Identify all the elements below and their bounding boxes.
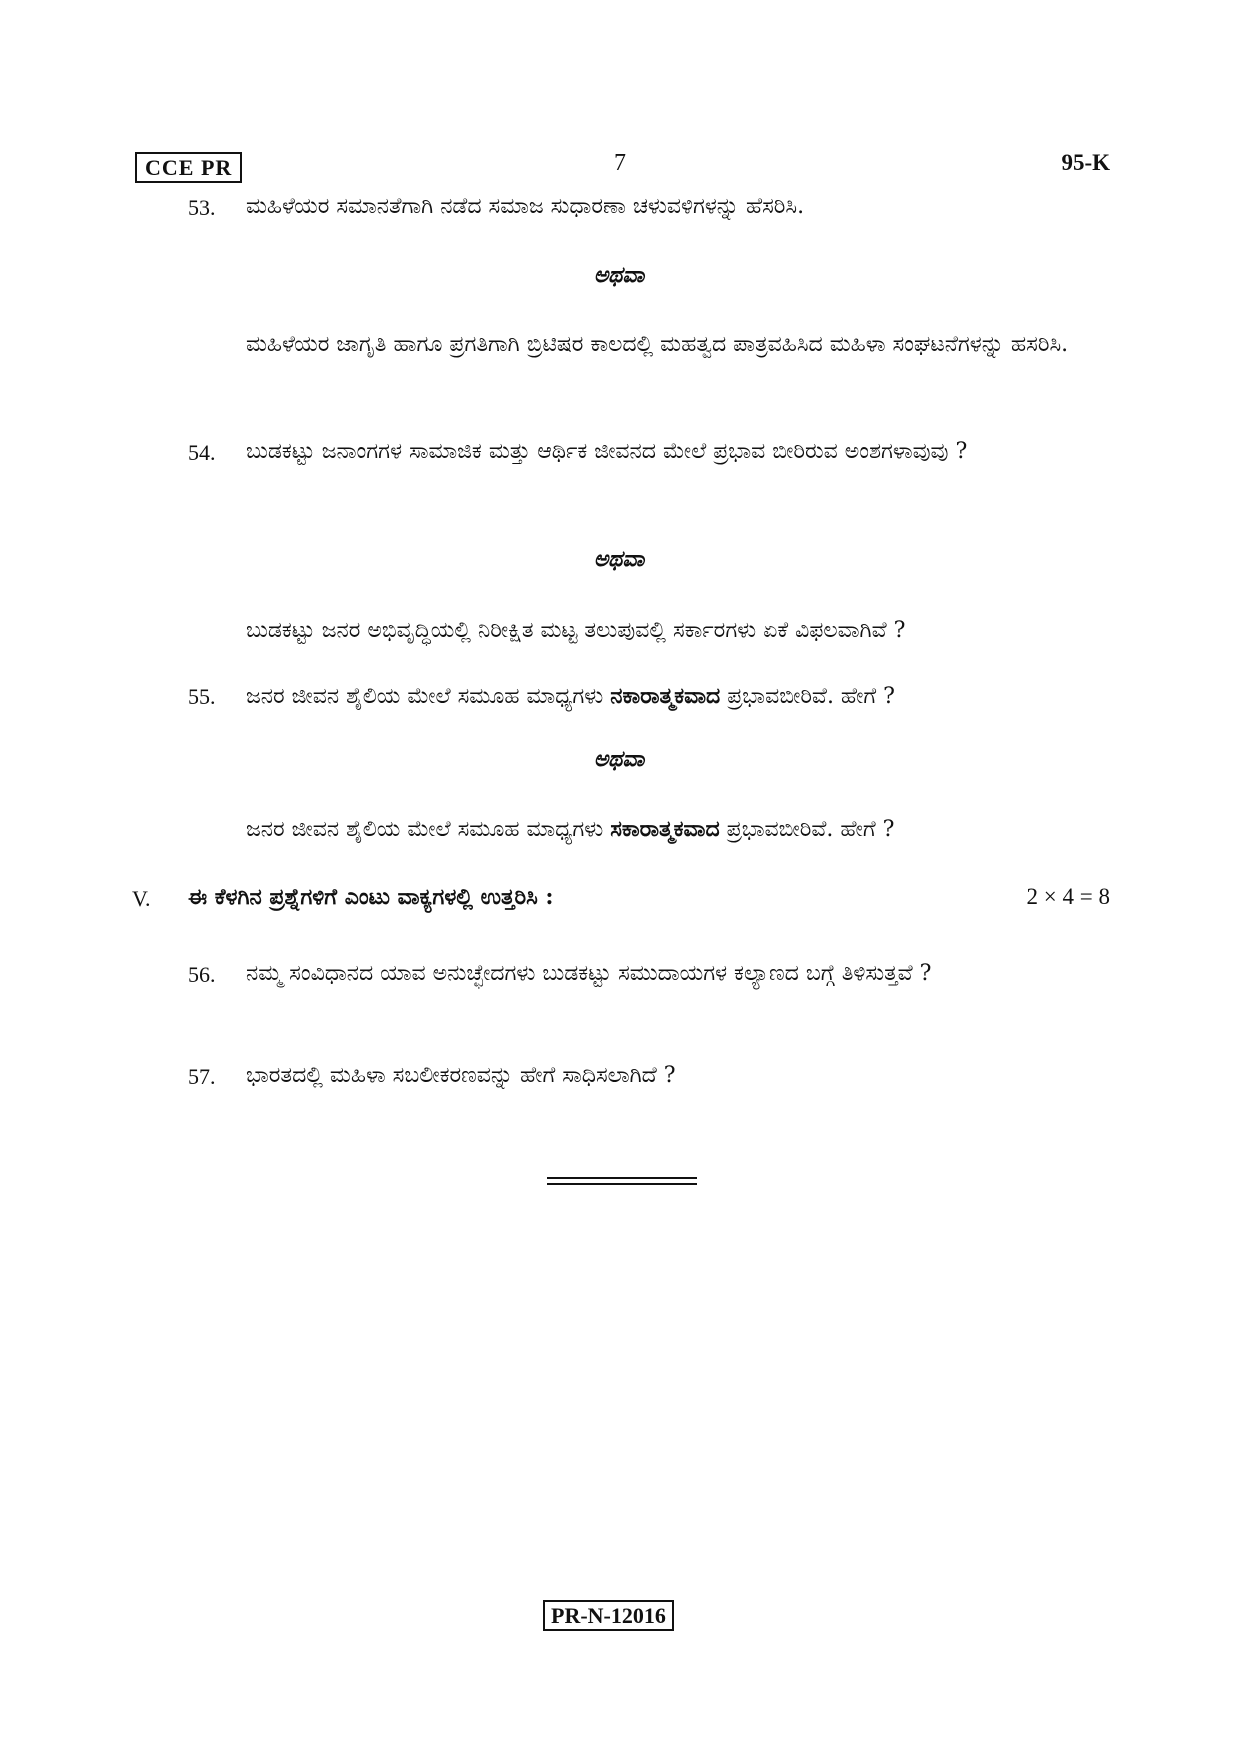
alternative-text-part: ಪ್ರಭಾವಬೀರಿವೆ. ಹೇಗೆ ? (719, 817, 895, 842)
alternative-question-text (246, 808, 1110, 851)
page-number: 7 (614, 150, 626, 176)
question-text (246, 675, 1110, 718)
section-number: V. (132, 886, 151, 911)
question-text: ಮಹಿಳೆಯರ ಸಮಾನತೆಗಾಗಿ ನಡೆದ ಸಮಾಜ ಸುಧಾರಣಾ ಚಳುವಳಿಗಳನ್ನು ಹೆಸರಿಸಿ. (246, 194, 805, 219)
alternative-question-text: ಮಹಿಳೆಯರ ಜಾಗೃತಿ ಹಾಗೂ ಪ್ರಗತಿಗಾಗಿ ಬ್ರಿಟಿಷರ ಕಾಲದಲ್ಲಿ ಮಹತ್ವದ ಪಾತ್ರವಹಿಸಿದ ಮಹಿಳಾ ಸಂಘಟನೆಗಳನ್ನು ಹಸರಿಸಿ. (246, 332, 1069, 357)
or-separator: ಅಥವಾ (593, 546, 645, 572)
question-number: 57. (188, 1064, 216, 1089)
paper-code: 95-K (1061, 150, 1110, 175)
alternative-text-emphasis: ಸಕಾರಾತ್ಮಕವಾದ (610, 816, 720, 842)
question-text-part: ಪ್ರಭಾವಬೀರಿವೆ. ಹೇಗೆ ? (720, 684, 895, 709)
question-text: ಬುಡಕಟ್ಟು ಜನಾಂಗಗಳ ಸಾಮಾಜಿಕ ಮತ್ತು ಆರ್ಥಿಕ ಜೀವನದ ಮೇಲೆ ಪ್ರಭಾವ ಬೀರಿರುವ ಅಂಶಗಳಾವುವು ? (246, 439, 968, 464)
question-text-part: ಜನರ ಜೀವನ ಶೈಲಿಯ ಮೇಲೆ ಸಮೂಹ ಮಾಧ್ಯಗಳು (246, 684, 611, 709)
section-instruction: ಈ ಕೆಳಗಿನ ಪ್ರಶ್ನೆಗಳಿಗೆ ಎಂಟು ವಾಕ್ಯಗಳಲ್ಲಿ ಉತ್ತರಿಸಿ : (188, 884, 554, 910)
question-text: ಭಾರತದಲ್ಲಿ ಮಹಿಳಾ ಸಬಲೀಕರಣವನ್ನು ಹೇಗೆ ಸಾಧಿಸಲಾಗಿದೆ ? (246, 1063, 676, 1088)
alternative-text-part: ಜನರ ಜೀವನ ಶೈಲಿಯ ಮೇಲೆ ಸಮೂಹ ಮಾಧ್ಯಗಳು (246, 817, 611, 842)
question-number: 53. (188, 195, 216, 220)
question-text-emphasis: ನಕಾರಾತ್ಮಕವಾದ (610, 683, 721, 709)
question-number: 56. (188, 962, 216, 987)
question-number: 55. (188, 684, 216, 709)
end-rule-top (547, 1177, 697, 1179)
question-number: 54. (188, 440, 216, 465)
footer-code-box: PR-N-12016 (543, 1600, 674, 1631)
or-separator: ಅಥವಾ (593, 262, 645, 288)
section-marks: 2 × 4 = 8 (1026, 884, 1110, 909)
or-separator: ಅಥವಾ (593, 746, 645, 772)
alternative-question-text: ಬುಡಕಟ್ಟು ಜನರ ಅಭಿವೃದ್ಧಿಯಲ್ಲಿ ನಿರೀಕ್ಷಿತ ಮಟ್ಟ ತಲುಪುವಲ್ಲಿ ಸರ್ಕಾರಗಳು ಏಕೆ ವಿಫಲವಾಗಿವೆ ? (246, 618, 906, 643)
end-rule-bottom (547, 1183, 697, 1185)
exam-code-box: CCE PR (135, 152, 242, 183)
question-text: ನಮ್ಮ ಸಂವಿಧಾನದ ಯಾವ ಅನುಚ್ಛೇದಗಳು ಬುಡಕಟ್ಟು ಸಮುದಾಯಗಳ ಕಲ್ಯಾಣದ ಬಗ್ಗೆ ತಿಳಿಸುತ್ತವೆ ? (246, 961, 932, 986)
